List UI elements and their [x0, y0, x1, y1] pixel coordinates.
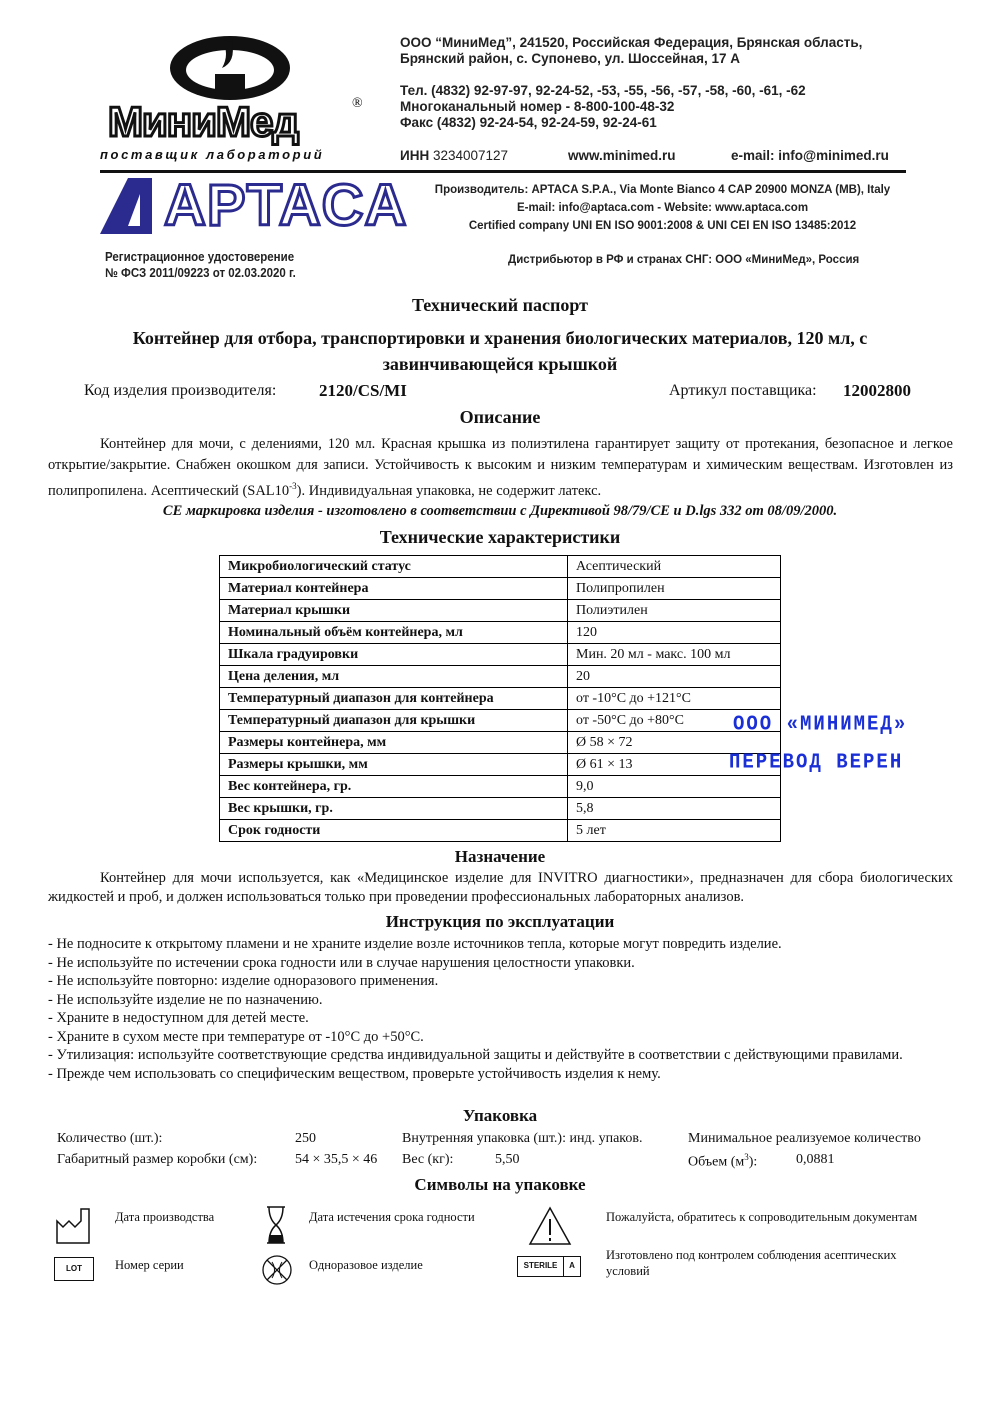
instruction-item: - Не используйте изделие не по назначению. [48, 991, 323, 1008]
company-phones [400, 83, 806, 131]
section-symbols-title: Символы на упаковке [414, 1175, 586, 1194]
spec-value: 9,0 [568, 776, 781, 798]
inner-pack: Внутренняя упаковка (шт.): инд. упаков. [402, 1131, 643, 1146]
spec-key: Размеры крышки, мм [220, 754, 568, 776]
spec-row [220, 578, 781, 600]
description-text: Контейнер для мочи, с делениями, 120 мл. Красная крышка из полиэтилена гарантирует защиту от протекания, безопасное и легкое открытие/закрытие. Снабжен окошком для записи. Устойчивость к высоким и низким температурам и химическим веществам. Изготовлен из полипропилена. Асептический (SAL10 [48, 436, 953, 499]
section-instructions-title: Инструкция по эксплуатации [385, 912, 615, 931]
spec-row [220, 600, 781, 622]
qty-label: Количество (шт.): [57, 1131, 163, 1146]
spec-key: Цена деления, мл [220, 666, 568, 688]
manufacturer-line: Производитель: APTACA S.P.A., Via Monte Bianco 4 CAP 20900 MONZA (MB), Italy [434, 184, 891, 196]
spec-value: 5 лет [568, 820, 781, 842]
distributor: Дистрибьютор в РФ и странах СНГ: ООО «МиниМед», Россия [508, 254, 860, 266]
spec-row [220, 556, 781, 578]
logo-reg: ® [352, 96, 363, 111]
aptaca-logo [100, 173, 415, 238]
registration-line: № ФСЗ 2011/09223 от 02.03.2020 г. [105, 266, 296, 280]
phone-line: Тел. (4832) 92-97-97, 92-24-52, -53, -55, -56, -57, -58, -60, -61, -62 [400, 83, 806, 98]
factory-icon [55, 1207, 91, 1250]
spec-key: Температурный диапазон для крышки [220, 710, 568, 732]
code-value: 2120/CS/MI [319, 381, 407, 400]
spec-value: Полиэтилен [568, 600, 781, 622]
manufacturer-line: Certified company UNI EN ISO 9001:2008 & UNI CEI EN ISO 13485:2012 [468, 220, 857, 232]
minimed-logo [100, 30, 370, 165]
spec-value: от -50°C до +80°C [568, 710, 781, 732]
warning-icon [528, 1206, 572, 1251]
address-line: Брянский район, с. Супонево, ул. Шоссейная, 17 А [400, 51, 740, 66]
ce-text: CE маркировка изделия - изготовлено в соответствии с Директивой 98/79/CE и D.lgs 332 от 08/09/2000 [162, 503, 834, 519]
instruction-item: - Не подносите к открытому пламени и не храните изделие возле источников тепла, которые могут повредить изделие. [48, 936, 782, 952]
description [48, 434, 953, 502]
symbol-label: Дата производства [115, 1210, 215, 1224]
spec-key: Вес крышки, гр. [220, 798, 568, 820]
logo-tagline: поставщик лабораторий [100, 147, 325, 162]
manufacturer-info [420, 181, 905, 235]
article-value: 12002800 [843, 381, 911, 400]
instruction-item: - Не используйте повторно: изделие одноразового применения. [48, 973, 439, 989]
spec-key: Срок годности [220, 820, 568, 842]
min-qty-label: Минимальное реализуемое количество [688, 1131, 921, 1146]
product-line: Контейнер для отбора, транспортировки и хранения биологических материалов, 120 мл, с [132, 328, 868, 348]
spec-value: Полипропилен [568, 578, 781, 600]
lot-icon: LOT [54, 1257, 94, 1281]
description-sup: -3 [289, 481, 297, 491]
spec-key: Температурный диапазон для контейнера [220, 688, 568, 710]
ce-marking: CE маркировка изделия - изготовлено в соответствии с Директивой 98/79/CE и D.lgs 332 от 08/09/2000. [162, 503, 838, 519]
stamp-line: ООО «МИНИМЕД» [733, 711, 908, 737]
volume-sup: 3 [744, 1152, 749, 1162]
spec-row [220, 688, 781, 710]
section-description-title: Описание [459, 407, 541, 427]
registration [105, 249, 296, 281]
product-name [0, 325, 1000, 377]
phone-line: Факс (4832) 92-24-54, 92-24-59, 92-24-61 [400, 115, 657, 130]
volume-value: 0,0881 [796, 1152, 835, 1167]
logo-text: МиниМед [108, 98, 298, 145]
page-title: Технический паспорт [411, 295, 588, 315]
description-text: ). Индивидуальная упаковка, не содержит латекс. [296, 482, 602, 499]
spec-key: Размеры контейнера, мм [220, 732, 568, 754]
symbol-label: Дата истечения срока годности [309, 1210, 475, 1224]
instructions-list [48, 935, 953, 1083]
instruction-item: - Прежде чем использовать со специфическим веществом, проверьте устойчивость изделия к нему. [48, 1065, 661, 1082]
spec-value: Асептический [568, 556, 781, 578]
spec-row [220, 754, 781, 776]
registration-line: Регистрационное удостоверение [105, 250, 295, 264]
website-link[interactable]: www.minimed.ru [568, 148, 676, 163]
volume-label-end: ): [748, 1154, 758, 1170]
spec-value: 5,8 [568, 798, 781, 820]
spec-row [220, 666, 781, 688]
instruction-item: - Не используйте по истечении срока годности или в случае нарушения целостности упаковки. [48, 954, 635, 971]
volume-label-text: Объем (м [688, 1154, 745, 1170]
spec-value: от -10°C до +121°C [568, 688, 781, 710]
inn-label: ИНН [400, 148, 430, 163]
spec-key: Микробиологический статус [220, 556, 568, 578]
spec-key: Номинальный объём контейнера, мл [220, 622, 568, 644]
spec-key: Вес контейнера, гр. [220, 776, 568, 798]
spec-value: Ø 58 × 72 [568, 732, 781, 754]
spec-value: 20 [568, 666, 781, 688]
section-purpose-title: Назначение [454, 847, 546, 866]
sterile-text: STERILE [518, 1257, 564, 1276]
spec-key: Материал контейнера [220, 578, 568, 600]
box-value: 54 × 35,5 × 46 [295, 1152, 378, 1167]
spec-row [220, 798, 781, 820]
spec-row [220, 776, 781, 798]
section-packaging-title: Упаковка [462, 1106, 538, 1125]
spec-row [220, 622, 781, 644]
section-specs-title: Технические характеристики [379, 527, 621, 547]
instruction-item: - Утилизация: используйте соответствующие средства индивидуальной защиты и действуйте в соответствии с действующими правилами. [48, 1047, 903, 1063]
phone-line: Многоканальный номер - 8-800-100-48-32 [400, 99, 675, 114]
sterile-method: A [569, 1261, 575, 1270]
stamp-line: ПЕРЕВОД ВЕРЕН [729, 749, 904, 775]
instruction-item: - Храните в сухом месте при температуре от -10°C до +50°C. [48, 1028, 424, 1045]
company-address [400, 35, 862, 67]
sterile-icon [517, 1256, 581, 1277]
spec-row [220, 644, 781, 666]
code-label: Код изделия производителя: [84, 382, 277, 399]
symbol-label: Одноразовое изделие [309, 1258, 423, 1272]
instruction-item: - Храните в недоступном для детей месте. [48, 1010, 309, 1026]
spec-key: Материал крышки [220, 600, 568, 622]
spec-row [220, 710, 781, 732]
symbol-label: Номер серии [115, 1258, 184, 1272]
single-use-icon [261, 1254, 293, 1291]
purpose-text: Контейнер для мочи используется, как «Медицинское изделие для INVITRO диагностики», предназначен для сбора биологических жидкостей и проб, и должен использоваться только при проведении профессиональных лабораторных анализов. [48, 870, 953, 905]
manufacturer-line: E-mail: info@aptaca.com - Website: www.aptaca.com [516, 202, 809, 214]
qty-value: 250 [295, 1131, 316, 1146]
spec-value: Мин. 20 мл - макс. 100 мл [568, 644, 781, 666]
aptaca-logo-text: APTACA [164, 173, 408, 238]
spec-key: Шкала градуировки [220, 644, 568, 666]
volume-label [688, 1152, 757, 1171]
box-label: Габаритный размер коробки (см): [57, 1152, 258, 1167]
spec-row [220, 732, 781, 754]
spec-value: Ø 61 × 13 [568, 754, 781, 776]
inn: 3234007127 [432, 148, 509, 163]
symbol-label: Пожалуйста, обратитесь к сопроводительным документам [606, 1210, 918, 1224]
weight-label: Вес (кг): [402, 1152, 454, 1167]
product-line: завинчивающейся крышкой [382, 354, 618, 374]
spec-value: 120 [568, 622, 781, 644]
hourglass-icon [265, 1206, 287, 1249]
email-link[interactable]: e-mail: info@minimed.ru [731, 148, 889, 163]
article-label: Артикул поставщика: [669, 382, 817, 399]
symbol-label: Изготовлено под контролем соблюдения асептических условий [606, 1248, 897, 1278]
address-line: ООО “МиниМед”, 241520, Российская Федерация, Брянская область, [400, 35, 863, 50]
specs-table [219, 555, 781, 842]
weight-value: 5,50 [495, 1152, 520, 1167]
spec-row [220, 820, 781, 842]
